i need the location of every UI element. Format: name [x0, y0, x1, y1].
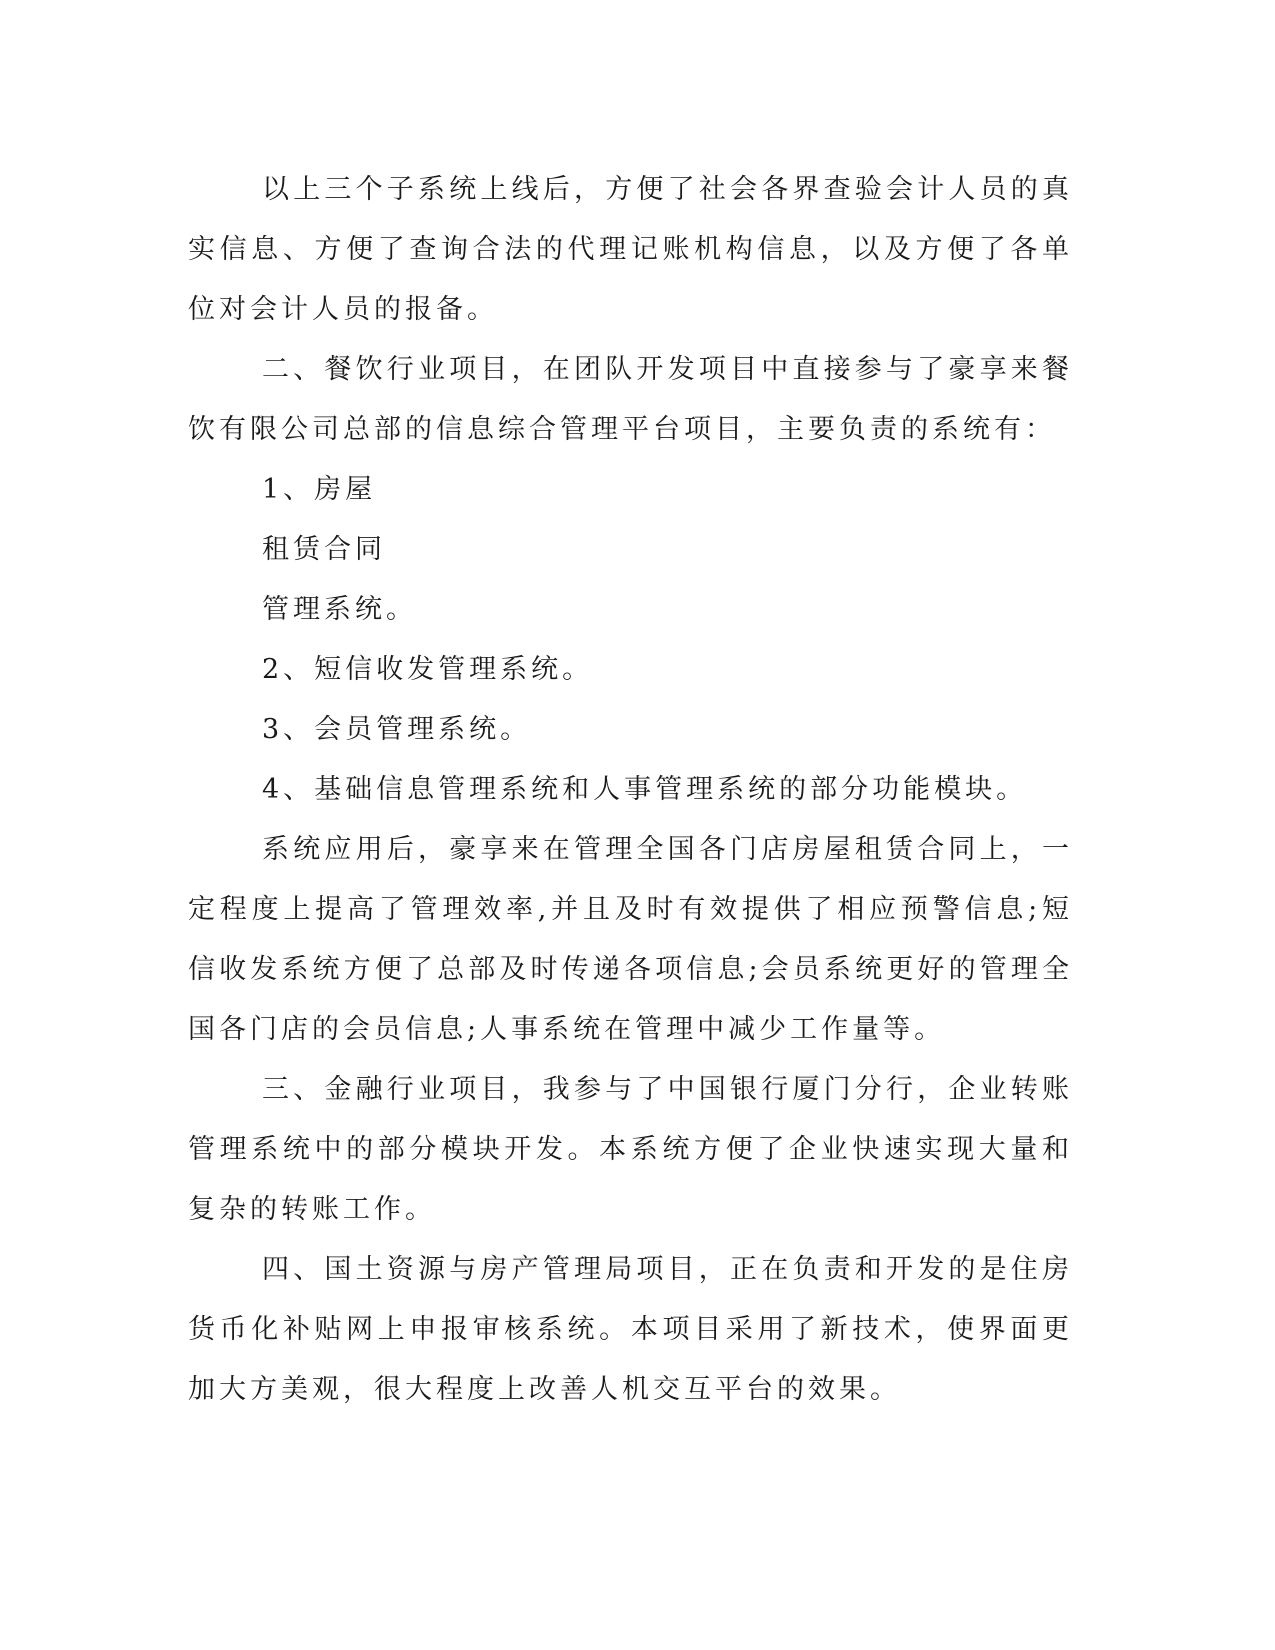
paragraph-land-resources-project: 四、国土资源与房产管理局项目，正在负责和开发的是住房货币化补贴网上申报审核系统。本项目采用了新技术，使界面更加大方美观，很大程度上改善人机交互平台的效果。: [188, 1254, 1073, 1405]
document-body: [188, 160, 1073, 1420]
list-item: 2、短信收发管理系统。: [262, 654, 594, 685]
list-item: 租赁合同: [262, 534, 386, 565]
list-item: 管理系统。: [262, 594, 417, 625]
paragraph-accounting-summary: 以上三个子系统上线后，方便了社会各界查验会计人员的真实信息、方便了查询合法的代理记账机构信息，以及方便了各单位对会计人员的报备。: [188, 174, 1073, 325]
paragraph-finance-project: 三、金融行业项目，我参与了中国银行厦门分行，企业转账管理系统中的部分模块开发。本系统方便了企业快速实现大量和复杂的转账工作。: [188, 1074, 1073, 1225]
list-item: 3、会员管理系统。: [262, 714, 532, 745]
list-item: 1、房屋: [262, 474, 377, 505]
list-item: 4、基础信息管理系统和人事管理系统的部分功能模块。: [262, 774, 1028, 805]
paragraph-system-benefits: 系统应用后，豪享来在管理全国各门店房屋租赁合同上，一定程度上提高了管理效率,并且及时有效提供了相应预警信息;短信收发系统方便了总部及时传递各项信息;会员系统更好的管理全国各门店的会员信息;人事系统在管理中减少工作量等。: [188, 834, 1073, 1045]
paragraph-catering-project: 二、餐饮行业项目，在团队开发项目中直接参与了豪享来餐饮有限公司总部的信息综合管理平台项目，主要负责的系统有：: [188, 354, 1073, 445]
